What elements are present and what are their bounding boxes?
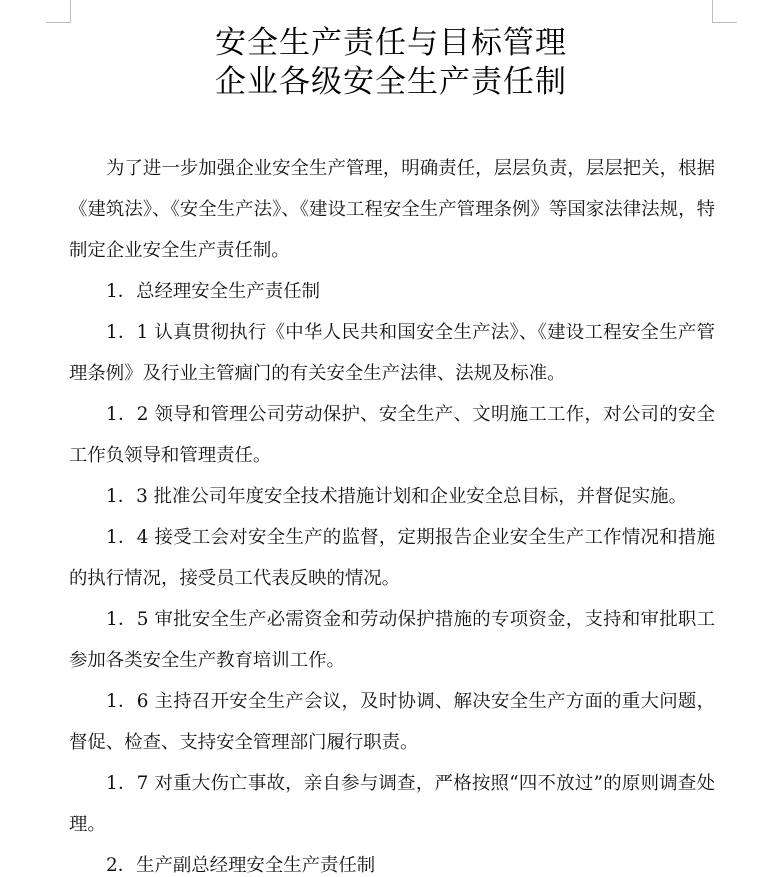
page-corner-mark-left (46, 0, 71, 23)
clause-paragraph: 1．2 领导和管理公司劳动保护、安全生产、文明施工工作，对公司的安全工作负领导和管理责任。 (69, 404, 715, 466)
clause-paragraph: 1．7 对重大伤亡事故，亲自参与调查，严格按照“四不放过”的原则调查处理。 (69, 773, 715, 835)
intro-paragraph: 为了进一步加强企业安全生产管理，明确责任，层层负责，层层把关，根据《建筑法》、《安全生产法》、《建设工程安全生产管理条例》等国家法律法规，特制定企业安全生产责任制。 (69, 158, 715, 261)
document-body (69, 148, 715, 877)
clause-paragraph: 1．4 接受工会对安全生产的监督，定期报告企业安全生产工作情况和措施的执行情况，接受员工代表反映的情况。 (69, 527, 715, 589)
document-title-line-2: 企业各级安全生产责任制 (215, 64, 567, 100)
page-corner-mark-right (712, 0, 737, 23)
clause-paragraph: 1．6 主持召开安全生产会议，及时协调、解决安全生产方面的重大问题，督促、检查、支持安全管理部门履行职责。 (69, 691, 715, 753)
section-heading: 2．生产副总经理安全生产责任制 (106, 855, 376, 876)
section-heading: 1．总经理安全生产责任制 (106, 281, 320, 302)
document-title-line-1: 安全生产责任与目标管理 (215, 25, 567, 61)
clause-paragraph: 1．3 批准公司年度安全技术措施计划和企业安全总目标，并督促实施。 (106, 486, 687, 507)
clause-paragraph: 1．5 审批安全生产必需资金和劳动保护措施的专项资金，支持和审批职工参加各类安全生产教育培训工作。 (69, 609, 715, 671)
clause-paragraph: 1．1 认真贯彻执行《中华人民共和国安全生产法》、《建设工程安全生产管理条例》及行业主管痼门的有关安全生产法律、法规及标准。 (69, 322, 715, 384)
